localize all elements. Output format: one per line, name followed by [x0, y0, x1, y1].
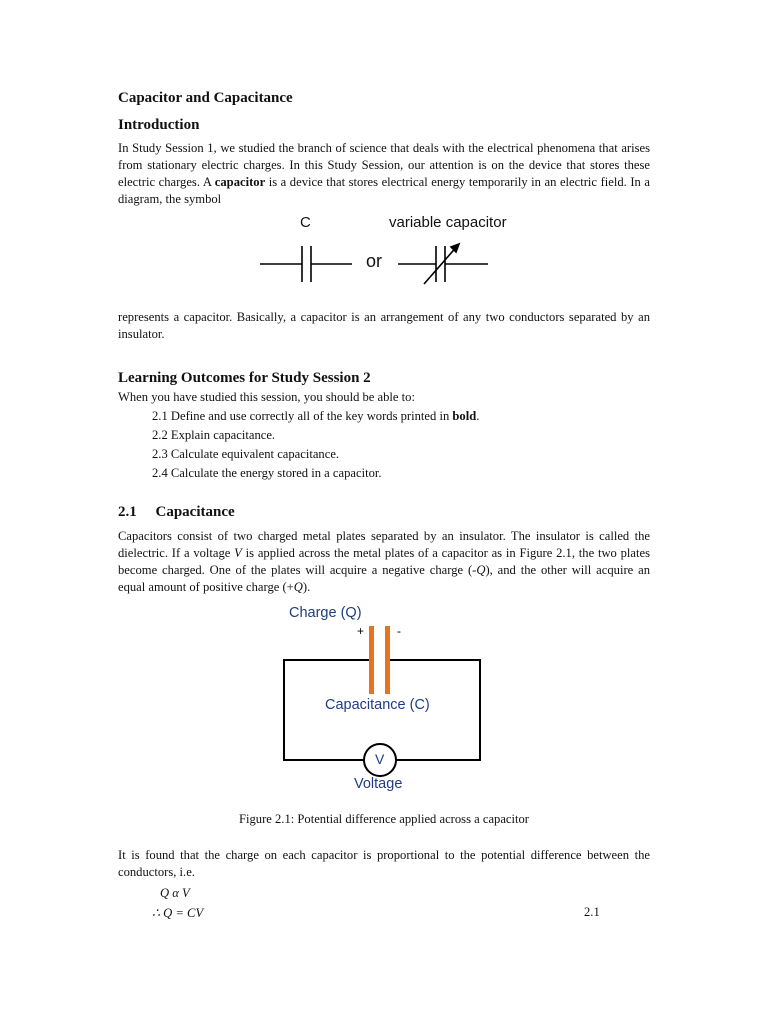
figure-voltage-label: Voltage [354, 776, 403, 792]
list-item: 2.3 Calculate equivalent capacitance. [152, 447, 340, 461]
fixed-capacitor-symbol [260, 246, 352, 282]
symbol-label-variable: variable capacitor [389, 214, 507, 231]
outcomes-list [118, 407, 652, 483]
symbol-label-c: C [300, 214, 311, 231]
figure-minus-sign: - [397, 624, 401, 638]
cap-text-q2: Q [293, 580, 303, 594]
outcome-1-text: 2.1 Define and use correctly all of the key words printed in [152, 409, 453, 423]
figure-charge-label: Charge (Q) [289, 605, 362, 621]
list-item [152, 407, 652, 426]
figure-capacitance-label: Capacitance (C) [325, 697, 430, 713]
equation-number: 2.1 [584, 905, 600, 919]
variable-capacitor-symbol [398, 244, 488, 284]
figure-plus-sign: + [357, 624, 365, 638]
cap-text-d: ). [302, 580, 311, 594]
voltmeter-letter: V [375, 751, 385, 767]
capacitor-plate-negative [385, 626, 390, 694]
section-heading: 2.1 Capacitance [118, 504, 235, 520]
capacitor-plate-positive [369, 626, 374, 694]
figure-caption: Figure 2.1: Potential difference applied across a capacitor [238, 812, 529, 826]
intro-text-b: is a device that stores electrical energy temporarily in an electric field. In a diagram, the symbol [118, 175, 650, 206]
intro-text-bold: capacitor [214, 175, 266, 189]
list-item: 2.4 Calculate the energy stored in a capacitor. [152, 466, 382, 480]
intro-heading: Introduction [118, 117, 200, 133]
outcomes-heading: Learning Outcomes for Study Session 2 [118, 370, 371, 386]
cap-text-a: Capacitors consist of two charged metal plates separated by an insulator. The insulator is called the dielectric. If a voltage [118, 529, 650, 560]
outcomes-intro: When you have studied this session, you should be able to: [118, 390, 415, 404]
page-title: Capacitor and Capacitance [118, 90, 293, 106]
cap-text-v: V [234, 546, 242, 560]
equation-proportional: Q α V [160, 886, 190, 900]
list-item: 2.2 Explain capacitance. [152, 428, 276, 442]
equation-q-cv: ∴ Q = CV [152, 906, 204, 920]
cap-text-q1: Q [476, 563, 486, 577]
proportional-paragraph: It is found that the charge on each capacitor is proportional to the potential difference between the conductors, i.e. [118, 848, 650, 879]
cap-text-c: ), and the other will acquire an equal amount of positive charge (+ [118, 563, 650, 594]
outcome-1-end: . [476, 409, 480, 423]
intro-text-a: In Study Session 1, we studied the branch of science that deals with the electrical phenomena that arises from stationary electric charges. In this Study Session, our attention is on the device that stores these electric charges. A [118, 141, 650, 189]
outcome-1-bold: bold [452, 409, 477, 423]
cap-text-b: is applied across the metal plates of a capacitor as in Figure 2.1, the two plates become charged. One of the plates will acquire a negative charge (- [118, 546, 650, 577]
symbol-or-text: or [366, 251, 383, 271]
capacitance-paragraph [118, 528, 650, 596]
intro-paragraph [118, 140, 650, 208]
intro-paragraph-2: represents a capacitor. Basically, a capacitor is an arrangement of any two conductors separated by an insulator. [118, 310, 650, 341]
